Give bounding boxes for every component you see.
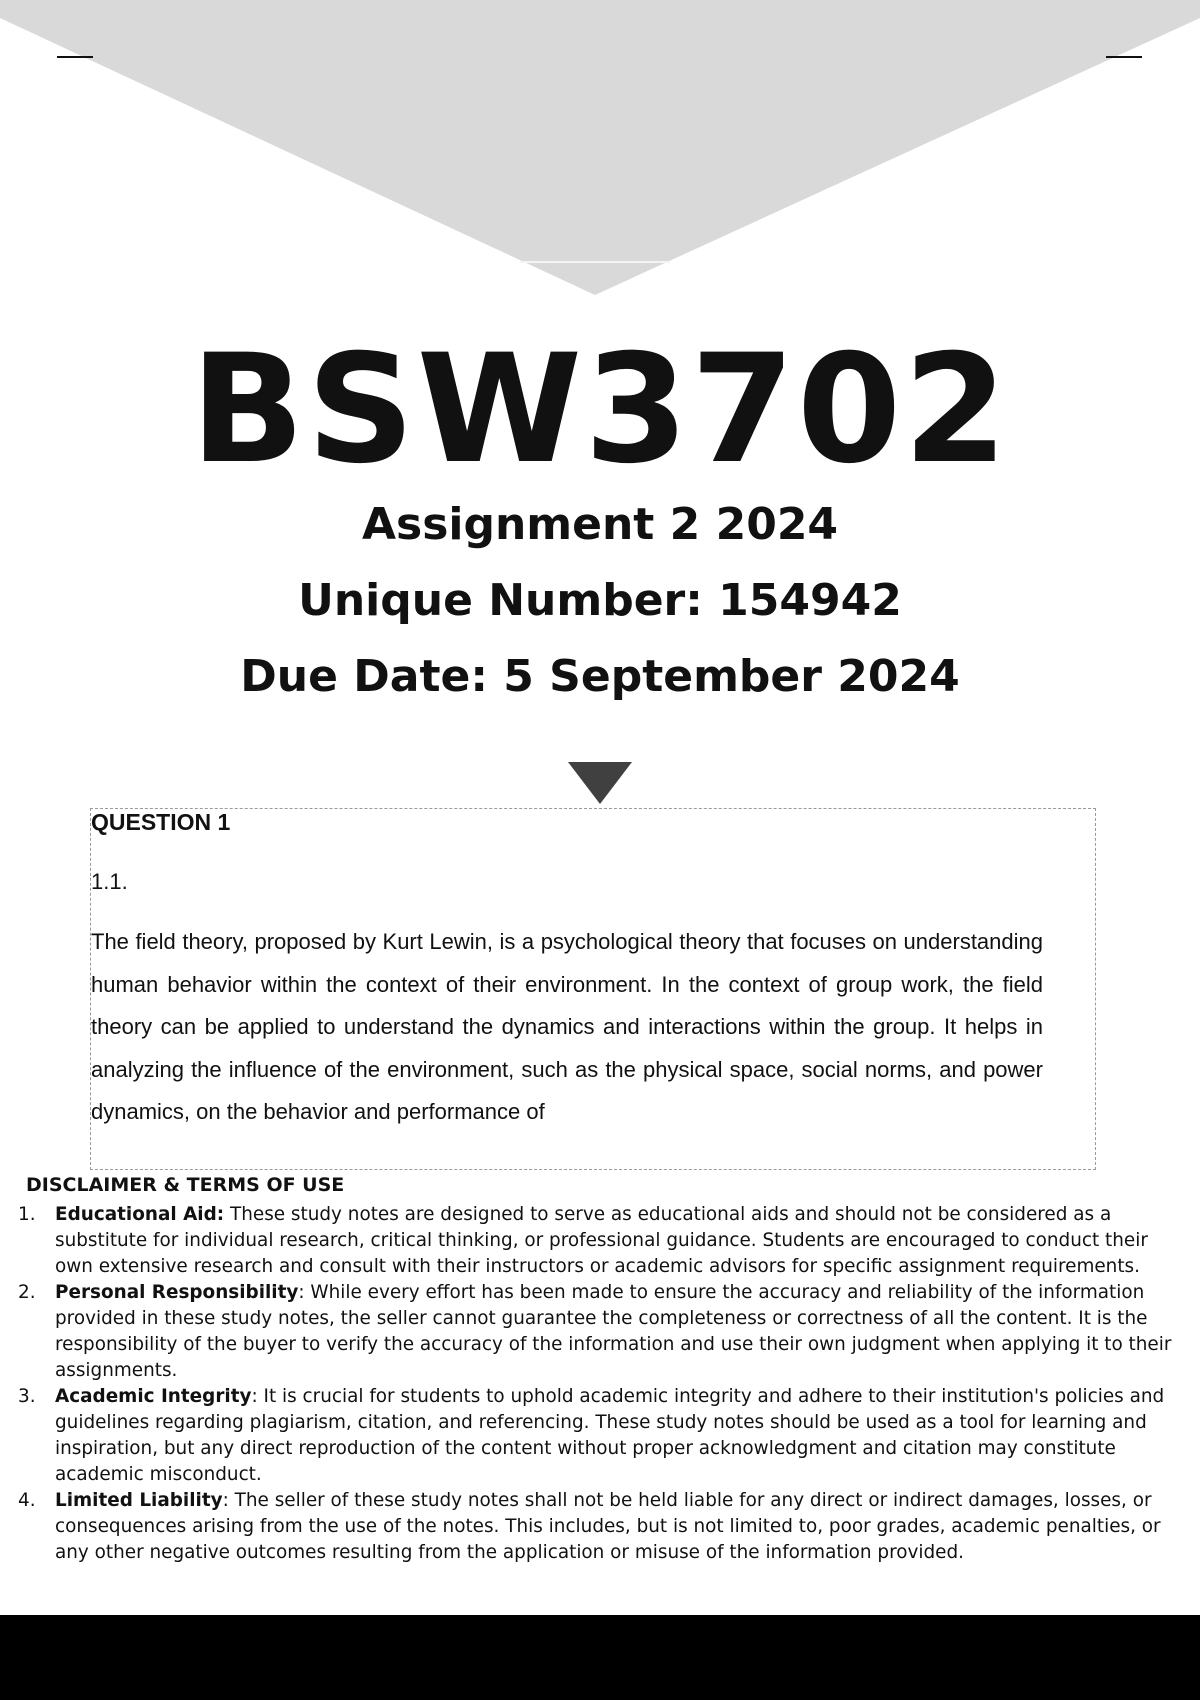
disclaimer-item-term: Academic Integrity	[55, 1386, 252, 1407]
corner-mark-left	[57, 56, 93, 58]
disclaimer-item-number: 4.	[18, 1490, 36, 1511]
question-heading: QUESTION 1	[91, 809, 231, 835]
title-block	[0, 323, 1200, 715]
disclaimer-item-academic-integrity	[0, 1384, 1200, 1488]
question-body: The field theory, proposed by Kurt Lewin, is a psychological theory that focuses on understanding human behavior within the context of their environment. In the context of group work, the field theory can be applied to understand the dynamics and interactions within the group. It helps in analyzing the influence of the environment, such as the physical space, social norms, and power dynamics, on the behavior and performance of	[91, 929, 1043, 1124]
corner-mark-right	[1106, 56, 1142, 58]
disclaimer-item-number: 1.	[18, 1204, 36, 1225]
chevron-shape	[0, 0, 1200, 295]
disclaimer-item-limited-liability	[0, 1488, 1200, 1566]
assignment-title: Assignment 2 2024	[361, 499, 839, 550]
course-code: BSW3702	[190, 323, 1010, 497]
disclaimer-item-personal-responsibility	[0, 1280, 1200, 1384]
disclaimer-item-text: : The seller of these study notes shall not be held liable for any direct or indirect damages, losses, or consequences arising from the use of the notes. This includes, but is not limited to, poor grades, academic penalties, or any other negative outcomes resulting from the application or misuse of the information provided.	[55, 1490, 1161, 1563]
question-preview-box	[90, 808, 1096, 1170]
disclaimer-item-text: These study notes are designed to serve as educational aids and should not be considered as a substitute for individual research, critical thinking, or professional guidance. Students are encouraged to conduct their own extensive research and consult with their instructors or academic advisors for specific assignment requirements.	[55, 1204, 1148, 1277]
disclaimer-item-term: Educational Aid:	[55, 1204, 225, 1225]
disclaimer-item-text: : It is crucial for students to uphold academic integrity and adhere to their institution's policies and guidelines regarding plagiarism, citation, and referencing. These study notes should be used as a tool for learning and inspiration, but any direct reproduction of the content without proper acknowledgment and citation may constitute academic misconduct.	[55, 1386, 1165, 1485]
question-number: 1.1.	[91, 869, 128, 894]
due-date: Due Date: 5 September 2024	[240, 651, 960, 702]
disclaimer-item-text: : While every effort has been made to ensure the accuracy and reliability of the information provided in these study notes, the seller cannot guarantee the completeness or correctness of all the content. It is the responsibility of the buyer to verify the accuracy of the information and use their own judgment when applying it to their assignments.	[55, 1282, 1172, 1381]
disclaimer-item-term: Personal Responsibility	[55, 1282, 299, 1303]
chevron-banner	[0, 0, 1200, 300]
disclaimer-heading: DISCLAIMER & TERMS OF USE	[26, 1174, 345, 1196]
footer-bar	[0, 1615, 1200, 1700]
disclaimer-list	[0, 1202, 1200, 1566]
down-triangle-icon	[568, 762, 632, 804]
disclaimer-item-educational-aid	[0, 1202, 1200, 1280]
disclaimer-item-number: 2.	[18, 1282, 36, 1303]
disclaimer-item-number: 3.	[18, 1386, 36, 1407]
unique-number: Unique Number: 154942	[298, 575, 902, 626]
disclaimer-item-term: Limited Liability	[55, 1490, 223, 1511]
